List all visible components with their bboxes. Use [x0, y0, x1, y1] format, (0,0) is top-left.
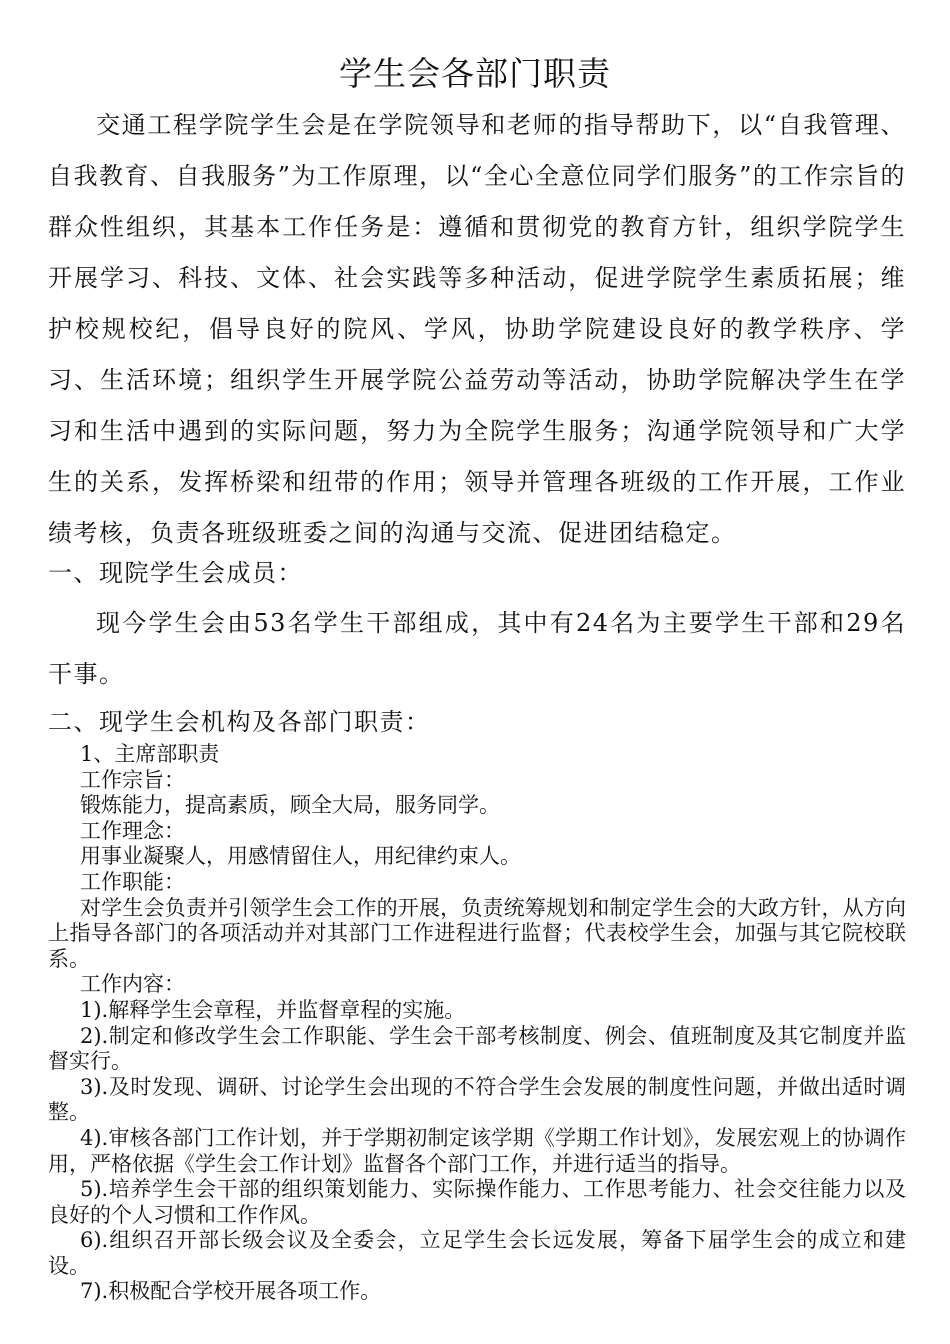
section1-heading: 一、现院学生会成员：: [48, 559, 303, 587]
purpose-label: 工作宗旨：: [80, 767, 185, 792]
chair-heading: 1、主席部职责: [80, 742, 220, 766]
intro-paragraph: 交通工程学院学生会是在学院领导和老师的指导帮助下，以“自我管理、自我教育、自我服务”为工作原理，以“全心全意位同学们服务”的工作宗旨的群众性组织，其基本工作任务是：遵循和贯彻党的教育方针，组织学院学生开展学习、科技、文体、社会实践等多种活动，促进学院学生素质拓展；维护校规校纪，倡导良好的院风、学风，协助学院建设良好的教学秩序、学习、生活环境；组织学生开展学院公益劳动等活动，协助学院解决学生在学习和生活中遇到的实际问题，努力为全院学生服务；沟通学院领导和广大学生的关系，发挥桥梁和纽带的作用；领导并管理各班级的工作开展，工作业绩考核，负责各班级班委之间的沟通与交流、促进团结稳定。: [48, 111, 906, 547]
content-item: 2).制定和修改学生会工作职能、学生会干部考核制度、例会、值班制度及其它制度并监督实行。: [48, 1023, 906, 1074]
page-title: 学生会各部门职责: [339, 54, 611, 93]
content-item: 3).及时发现、调研、讨论学生会出现的不符合学生会发展的制度性问题，并做出适时调整。: [48, 1074, 906, 1125]
section1-paragraph: 现今学生会由53名学生干部组成，其中有24名为主要学生干部和29名干事。: [48, 609, 906, 688]
concept-text: 用事业凝聚人，用感情留住人，用纪律约束人。: [80, 844, 521, 869]
content-item: 6).组织召开部长级会议及全委会，立足学生会长远发展，筹备下届学生会的成立和建设。: [48, 1228, 906, 1278]
content-item: 1).解释学生会章程，并监督章程的实施。: [80, 997, 466, 1022]
function-label: 工作职能：: [80, 869, 185, 894]
function-text: 对学生会负责并引领学生会工作的开展，负责统筹规划和制定学生会的大政方针，从方向上指导各部门的各项活动并对其部门工作进程进行监督；代表校学生会，加强与其它院校联系。: [48, 895, 906, 971]
content-item: 5).培养学生会干部的组织策划能力、实际操作能力、工作思考能力、社会交往能力以及良好的个人习惯和工作作风。: [48, 1177, 906, 1227]
concept-label: 工作理念：: [80, 818, 185, 843]
content-item: 7).积极配合学校开展各项工作。: [80, 1279, 382, 1304]
content-label: 工作内容：: [80, 972, 185, 997]
purpose-text: 锻炼能力，提高素质，顾全大局，服务同学。: [80, 793, 500, 818]
chair-department-section: [48, 742, 906, 1305]
content-item: 4).审核各部门工作计划，并于学期初制定该学期《学期工作计划》，发展宏观上的协调作用，严格依据《学生会工作计划》监督各个部门工作，并进行适当的指导。: [48, 1125, 906, 1176]
section2-heading: 二、现学生会机构及各部门职责：: [48, 708, 431, 736]
